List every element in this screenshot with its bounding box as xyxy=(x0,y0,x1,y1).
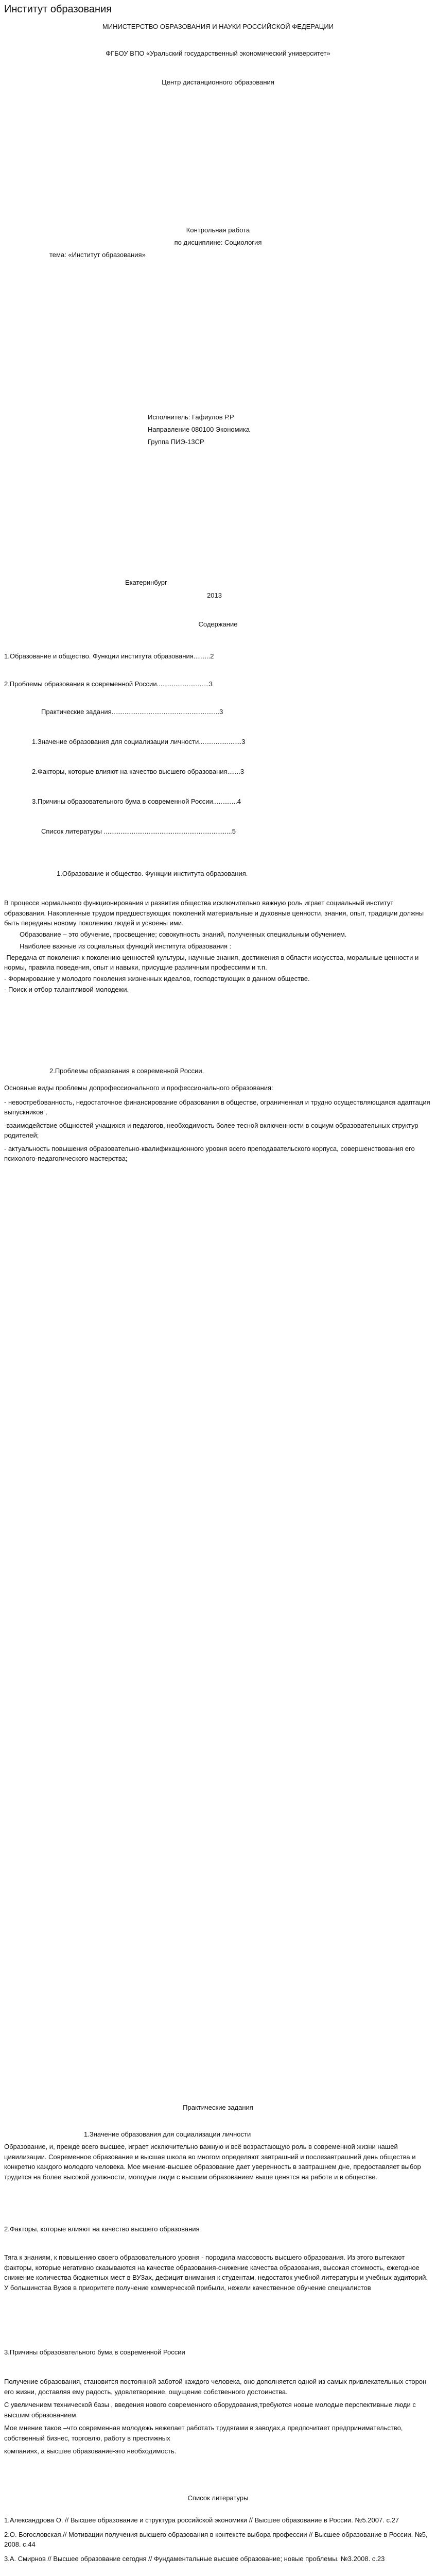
paragraph: - Формирование у молодого поколения жизненных идеалов, господствующих в данном обществе. xyxy=(4,974,310,982)
toc-item[interactable]: Практические задания..........................................................3 xyxy=(41,708,223,716)
group-line: Группа ПИЭ-13СР xyxy=(148,438,204,446)
section1-body xyxy=(4,898,431,996)
paragraph: В процессе нормального функционирования и развития общества исключительно важную роль играет социальный институт образования. Накопленные трудом предшествующих поколений материальные и духовные ценности, знания, опыт, традиции должны быть переданы новому поколению людей и усвоены ими. xyxy=(4,899,424,927)
literature-item: 3.А. Смирнов // Высшее образование сегодня // Фундаментальные высшее образование; новые проблемы. №3.2008. с.23 xyxy=(4,2554,385,2563)
literature-item: 2.О. Богословская.// Мотивации получения высшего образования в контексте выбора профессии // Высшее образование в России. №5, 2008. с.44 xyxy=(4,2530,428,2548)
paragraph: Тяга к знаниям, к повышению своего образовательного уровня - породила массовость высшего образования. Из этого вытекают факторы, которые негативно сказываются на качестве образования-снижение качества образования, высокая стоимость, ежегодное снижение количества бюджетных мест в ВУЗах, дефицит внимания к студентам, недостаток учебной литературы и учебных аудиторий. У большинства Вузов в приоритете получение коммерческой прибыли, нежели качественное обучение специалистов xyxy=(4,2253,428,2292)
q3-body xyxy=(4,2377,431,2458)
center-line: Центр дистанционного образования xyxy=(162,78,274,86)
q1-body xyxy=(4,2142,431,2183)
year-line: 2013 xyxy=(207,591,222,599)
paragraph: - актуальность повышения образовательно-квалификационного уровня всего преподавательского корпуса, совершенствования его психолого-педагогического мастерства; xyxy=(4,1144,415,1162)
paragraph: Основные виды проблемы допрофессионального и профессионального образования: xyxy=(4,1084,273,1092)
author-line: Исполнитель: Гафиулов Р.Р xyxy=(148,413,234,421)
literature-heading: Список литературы xyxy=(187,2494,249,2502)
toc-item[interactable]: 2.Факторы, которые влияют на качество высшего образования.......3 xyxy=(32,768,245,775)
paragraph: - Поиск и отбор талантливой молодежи. xyxy=(4,986,129,993)
work-type: Контрольная работа xyxy=(186,226,250,234)
practice-heading: Практические задания xyxy=(183,2104,253,2111)
toc-item[interactable]: 3.Причины образовательного бума в современной России.............4 xyxy=(32,798,241,805)
q2-body xyxy=(4,2252,431,2294)
paragraph: -взаимодействие общностей учащихся и педагогов, необходимость более тесной включенности в социум образовательных структур родителей; xyxy=(4,1121,418,1139)
university-line: ФГБОУ ВПО «Уральский государственный экономический университет» xyxy=(106,49,330,57)
paragraph: Получение образования, становится постоянной заботой каждого человека, оно дополняется одной из самых привлекательных сторон его жизни, доставляя ему радость, удовлетворение, ощущение собственного достоинства. xyxy=(4,2378,427,2396)
section2-body xyxy=(4,1083,431,1165)
paragraph: - невостребованность, недостаточное финансирование образования в обществе, ограниченная и трудно осуществляющаяся адаптация выпускников , xyxy=(4,1098,430,1116)
literature-item: 1.Александрова О. // Высшее образование и структура российской экономики // Высшее образование в России. №5.2007. с.27 xyxy=(4,2516,399,2524)
paragraph: Образование – это обучение, просвещение; совокупность знаний, полученных специальным обучением. xyxy=(20,930,347,938)
q1-heading: 1.Значение образования для социализации личности xyxy=(84,2130,251,2138)
direction-line: Направление 080100 Экономика xyxy=(148,426,250,433)
topic-line: тема: «Институт образования» xyxy=(49,251,146,259)
toc-item[interactable]: 1.Значение образования для социализации личности.......................3 xyxy=(32,738,246,745)
q2-heading: 2.Факторы, которые влияют на качество высшего образования xyxy=(4,2225,200,2233)
ministry-line: МИНИСТЕРСТВО ОБРАЗОВАНИЯ И НАУКИ РОССИЙСКОЙ ФЕДЕРАЦИИ xyxy=(102,23,334,30)
paragraph: Мое мнение такое –что современная молодежь нежелает работать трудягами в заводах,а предпочитает предпринимательство, собственный бизнес, торговлю, работу в престижных xyxy=(4,2424,403,2442)
city-line: Екатеринбург xyxy=(125,579,167,586)
page-title: Институт образования xyxy=(4,4,112,15)
toc-item[interactable]: 2.Проблемы образования в современной России............................3 xyxy=(4,680,213,688)
literature-list xyxy=(4,2515,431,2565)
paragraph: компаниях, а высшее образование-это необходимость. xyxy=(4,2447,177,2455)
paragraph: С увеличением технической базы , введения нового современного оборудования,требуются новые молодые перспективные люди с высшим образованием. xyxy=(4,2401,416,2419)
paragraph: Образование, и, прежде всего высшее, играет исключительно важную и всё возрастающую роль в современной жизни нашей цивилизации. Современное образование и высшая школа во многом определяют завтрашний и послезавтрашний день общества и конкретно каждого молодого человека. Мое мнение-высшее образование дает уверенность в завтрашнем дне, предоставляет выбор трудится на более высокой должности, молодые люди с высшим образованием выше ценятся на работе и в обществе. xyxy=(4,2143,421,2181)
toc-heading: Содержание xyxy=(198,620,238,628)
paragraph: -Передача от поколения к поколению ценностей культуры, научные знания, достижения в области искусства, моральные ценности и нормы, правила поведения, опыт и навыки, присущие различным профессиям и т.п. xyxy=(4,953,419,971)
section2-heading: 2.Проблемы образования в современной России. xyxy=(49,1067,204,1075)
toc-item[interactable]: Список литературы .....................................................................5 xyxy=(41,827,236,835)
paragraph: Наиболее важные из социальных функций института образования : xyxy=(20,942,232,950)
section1-heading: 1.Образование и общество. Функции института образования. xyxy=(57,870,248,877)
toc-item[interactable]: 1.Образование и общество. Функции института образования.........2 xyxy=(4,652,214,660)
q3-heading: 3.Причины образовательного бума в современной России xyxy=(4,2348,185,2356)
subject-line: по дисциплине: Социология xyxy=(174,239,262,246)
